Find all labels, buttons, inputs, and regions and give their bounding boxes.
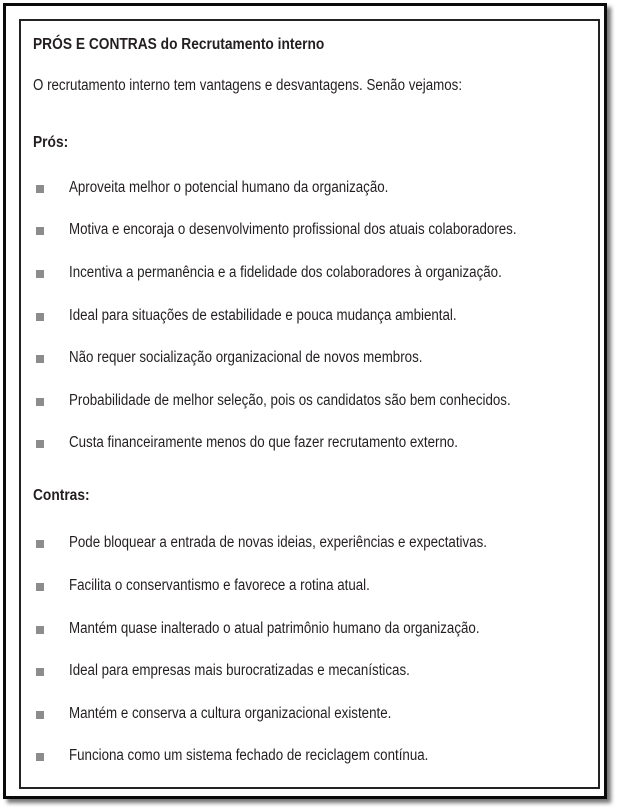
contras-heading: Contras: xyxy=(33,487,90,504)
square-bullet-icon xyxy=(36,583,44,591)
list-item-label: Mantém e conserva a cultura organizacional existente. xyxy=(69,705,392,722)
square-bullet-icon xyxy=(36,185,44,193)
list-item xyxy=(33,533,593,555)
square-bullet-icon xyxy=(36,626,44,634)
list-item-label: Aproveita melhor o potencial humano da organização. xyxy=(69,179,389,196)
list-item xyxy=(33,220,593,242)
list-item-label: Mantém quase inalterado o atual patrimônio humano da organização. xyxy=(69,620,480,637)
list-item xyxy=(33,391,593,413)
list-item-label: Facilita o conservantismo e favorece a rotina atual. xyxy=(69,577,370,594)
list-item-label: Não requer socialização organizacional de novos membros. xyxy=(69,349,423,366)
list-item xyxy=(33,746,593,768)
square-bullet-icon xyxy=(36,540,44,548)
list-item xyxy=(33,263,593,285)
list-item xyxy=(33,661,593,683)
square-bullet-icon xyxy=(36,270,44,278)
list-item-label: Ideal para situações de estabilidade e pouca mudança ambiental. xyxy=(69,307,457,324)
list-item-label: Motiva e encoraja o desenvolvimento profissional dos atuais colaboradores. xyxy=(69,221,517,238)
content-box xyxy=(19,19,600,789)
square-bullet-icon xyxy=(36,313,44,321)
square-bullet-icon xyxy=(36,440,44,448)
square-bullet-icon xyxy=(36,668,44,676)
square-bullet-icon xyxy=(36,398,44,406)
list-item xyxy=(33,704,593,726)
square-bullet-icon xyxy=(36,711,44,719)
list-item-label: Ideal para empresas mais burocratizadas e mecanísticas. xyxy=(69,662,410,679)
list-item-label: Probabilidade de melhor seleção, pois os candidatos são bem conhecidos. xyxy=(69,392,511,409)
list-item-label: Funciona como um sistema fechado de reciclagem contínua. xyxy=(69,747,429,764)
square-bullet-icon xyxy=(36,753,44,761)
list-item-label: Incentiva a permanência e a fidelidade dos colaboradores à organização. xyxy=(69,264,502,281)
intro-text: O recrutamento interno tem vantagens e desvantagens. Senão vejamos: xyxy=(33,77,463,94)
list-item xyxy=(33,306,593,328)
list-item xyxy=(33,619,593,641)
list-item xyxy=(33,576,593,598)
list-item xyxy=(33,433,593,455)
box-title: PRÓS E CONTRAS do Recrutamento interno xyxy=(33,36,325,53)
list-item xyxy=(33,348,593,370)
list-item xyxy=(33,178,593,200)
list-item-label: Custa financeiramente menos do que fazer recrutamento externo. xyxy=(69,434,459,451)
list-item-label: Pode bloquear a entrada de novas ideias, experiências e expectativas. xyxy=(69,534,487,551)
square-bullet-icon xyxy=(36,227,44,235)
square-bullet-icon xyxy=(36,355,44,363)
pros-heading: Prós: xyxy=(33,134,69,151)
